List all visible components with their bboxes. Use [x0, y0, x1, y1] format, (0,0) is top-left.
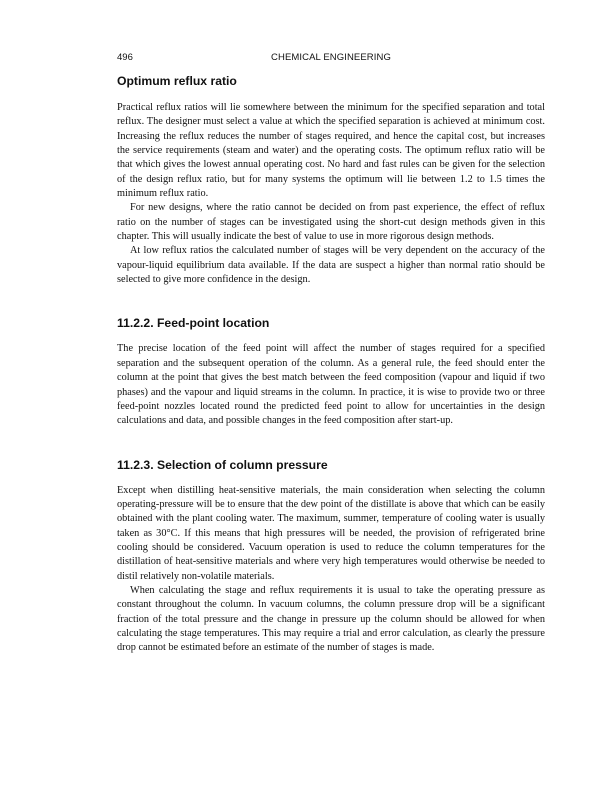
- book-title: CHEMICAL ENGINEERING: [271, 52, 391, 63]
- page-number: 496: [117, 52, 133, 63]
- body-paragraph: When calculating the stage and reflux requirements it is usual to take the operating pressure as constant throughout the column. In vacuum columns, the column pressure drop will be a significant fraction of the total pressure and the change in pressure up the column should be allowed for when calculating the stage temperatures. This may require a trial and error calculation, as clearly the pressure drop cannot be estimated before an estimate of the number of stages is made.: [117, 584, 545, 654]
- section-heading: 11.2.2. Feed-point location: [117, 316, 270, 331]
- body-paragraph: Except when distilling heat-sensitive materials, the main consideration when selecting the column operating-pressure will be to ensure that the dew point of the distillate is above that which can be easily obtained with the plant cooling water. The maximum, summer, temperature of cooling water is usually taken as 30°C. If this means that high pressures will be needed, the provision of refrigerated brine cooling should be considered. Vacuum operation is used to reduce the column temperatures for the distillation of heat-sensitive materials and where very high temperatures would otherwise be needed to distil relatively non-volatile materials.: [117, 484, 545, 582]
- section-optimum-reflux-ratio: [117, 74, 545, 287]
- body-paragraph: At low reflux ratios the calculated number of stages will be very dependent on the accuracy of the vapour-liquid equilibrium data available. If the data are suspect a higher than normal ratio should be selected to give more confidence in the design.: [117, 245, 545, 286]
- section-heading: Optimum reflux ratio: [117, 74, 237, 88]
- section-heading: 11.2.3. Selection of column pressure: [117, 457, 328, 472]
- running-head: [117, 52, 545, 66]
- body-paragraph: For new designs, where the ratio cannot be decided on from past experience, the effect of reflux ratio on the number of stages can be investigated using the short-cut design methods given in this chapter. This will usually indicate the best of value to use in more rigorous design methods.: [117, 202, 545, 243]
- book-page: [117, 52, 545, 656]
- body-paragraph: Practical reflux ratios will lie somewhere between the minimum for the specified separation and total reflux. The designer must select a value at which the specified separation is achieved at minimum cost. Increasing the reflux reduces the number of stages required, and hence the capital cost, but increases the service requirements (steam and water) and the operating costs. The optimum reflux ratio will be that which gives the lowest annual operating cost. No hard and fast rules can be given for the selection of the design reflux ratio, but for many systems the optimum will lie between 1.2 to 1.5 times the minimum reflux ratio.: [117, 102, 545, 200]
- section-column-pressure: [117, 458, 545, 656]
- body-paragraph: The precise location of the feed point will affect the number of stages required for a specified separation and the subsequent operation of the column. As a general rule, the feed should enter the column at the point that gives the best match between the feed composition (vapour and liquid if two phases) and the vapour and liquid streams in the column. In practice, it is wise to provide two or three feed-point nozzles located round the predicted feed point to allow for uncertainties in the design calculations and data, and possible changes in the feed composition after start-up.: [117, 343, 545, 427]
- section-feed-point-location: [117, 316, 545, 428]
